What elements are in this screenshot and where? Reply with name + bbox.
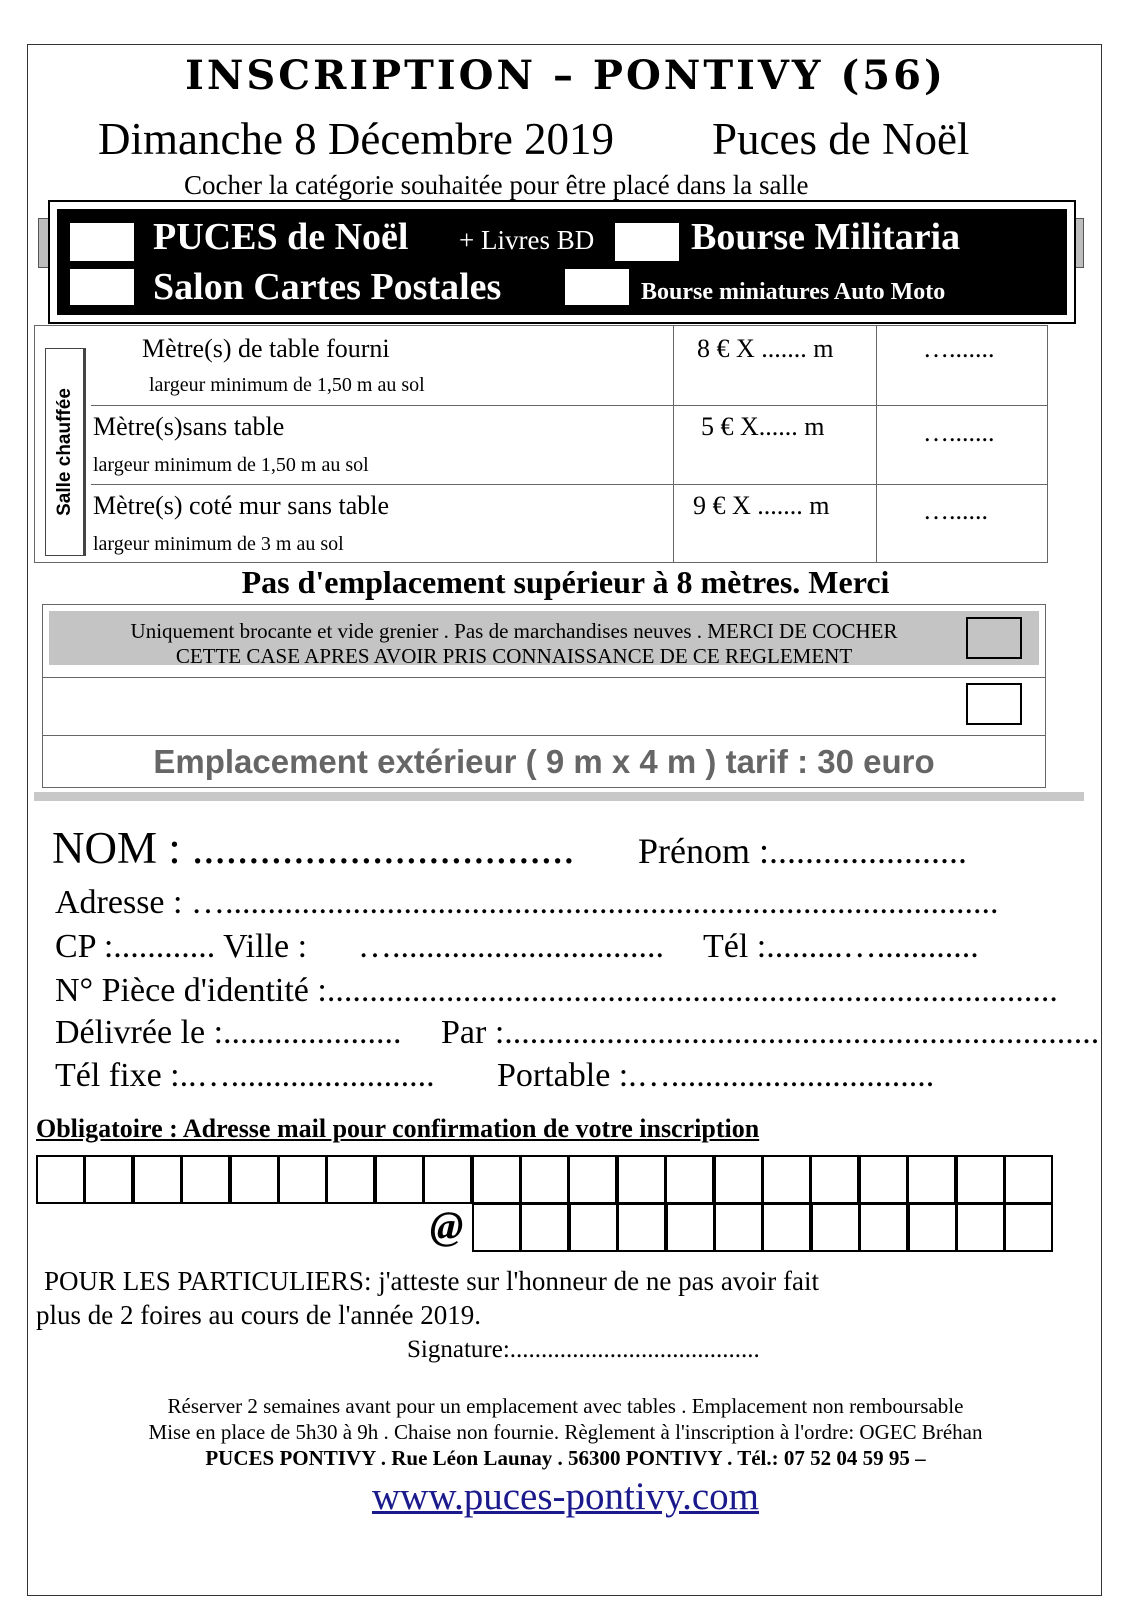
email-char-cell[interactable] [569,1203,618,1252]
table-divider [91,405,1047,406]
email-char-cell[interactable] [617,1203,666,1252]
row-wall-price[interactable]: 9 € X ....... m [693,491,830,520]
mobile-field[interactable]: Portable :.…............................... [497,1057,935,1094]
row-table-provided-label: Mètre(s) de table fourni [142,334,390,363]
rules-text: Uniquement brocante et vide grenier . Pas de marchandises neuves . MERCI DE COCHER CETTE CASE APRES AVOIR PRIS CONNAISSANCE DE CE REGLEMENT [130,619,898,668]
event-name: Puces de Noël [712,114,970,164]
email-char-cell[interactable] [326,1155,375,1204]
row-table-provided-sub: largeur minimum de 1,50 m au sol [149,374,425,396]
declaration-line-2: plus de 2 foires au cours de l'année 2019. [36,1300,481,1330]
email-char-cell[interactable] [810,1155,859,1204]
footer-line-1: Réserver 2 semaines avant pour un emplacement avec tables . Emplacement non remboursable [167,1394,964,1418]
email-char-cell[interactable] [1004,1155,1053,1204]
email-char-cell[interactable] [84,1155,133,1204]
row-wall-total[interactable]: …...... [923,496,988,525]
adresse-field[interactable]: Adresse : …........................................................................................... [55,884,999,921]
heated-room-box [45,348,86,556]
category-cartes-label: Salon Cartes Postales [153,266,502,308]
email-char-cell[interactable] [714,1155,763,1204]
email-char-cell[interactable] [230,1155,279,1204]
row-no-table-price[interactable]: 5 € X...... m [701,412,825,441]
section-separator [34,792,1084,801]
table-divider [876,326,877,562]
row-no-table-sub: largeur minimum de 1,50 m au sol [93,454,369,476]
category-instruction: Cocher la catégorie souhaitée pour être placé dans la salle [184,170,809,200]
footer-contact: PUCES PONTIVY . Rue Léon Launay . 56300 PONTIVY . Tél.: 07 52 04 59 95 – [205,1446,926,1470]
category-livres-label: + Livres BD [459,225,595,255]
email-char-cell[interactable] [472,1203,521,1252]
email-char-cell[interactable] [520,1155,569,1204]
rules-banner [49,611,1039,668]
email-char-cell[interactable] [278,1155,327,1204]
email-char-cell[interactable] [907,1155,956,1204]
at-sign: @ [430,1203,464,1248]
category-miniatures-label: Bourse miniatures Auto Moto [641,279,946,305]
heated-room-label: Salle chauffée [53,388,75,516]
checkbox-miniatures[interactable] [565,269,629,305]
email-char-cell[interactable] [568,1155,617,1204]
ville-dots[interactable]: …................................ [358,928,664,965]
rules-checkbox[interactable] [966,617,1022,659]
event-date: Dimanche 8 Décembre 2019 [98,114,615,164]
page-title: INSCRIPTION – PONTIVY (56) [185,52,946,99]
website-link[interactable]: www.puces-pontivy.com [371,1475,760,1518]
email-char-cell[interactable] [666,1203,715,1252]
row-table-provided-total[interactable]: …....... [923,334,995,363]
rules-divider [43,735,1045,736]
prenom-field[interactable]: Prénom :...................... [638,831,967,871]
email-char-cell[interactable] [762,1203,811,1252]
email-char-cell[interactable] [714,1203,763,1252]
issued-by-field[interactable]: Par :...................................................................... [441,1014,1100,1051]
table-divider [673,326,674,562]
row-wall-sub: largeur minimum de 3 m au sol [93,533,344,555]
email-char-cell[interactable] [1004,1203,1053,1252]
signature-field[interactable]: Signature:........................................ [407,1336,760,1363]
tel-field[interactable]: Tél :.........…............ [703,928,979,965]
rules-box [42,604,1046,788]
email-char-cell[interactable] [423,1155,472,1204]
category-militaria-label: Bourse Militaria [691,216,961,258]
email-char-cell[interactable] [617,1155,666,1204]
row-no-table-label: Mètre(s)sans table [93,412,285,441]
email-char-cell[interactable] [859,1203,908,1252]
email-char-cell[interactable] [520,1203,569,1252]
email-char-cell[interactable] [908,1203,957,1252]
email-char-cell[interactable] [762,1155,811,1204]
rules-divider [43,677,1045,678]
declaration-line-1: POUR LES PARTICULIERS: j'atteste sur l'honneur de ne pas avoir fait [44,1266,820,1296]
nom-field[interactable]: NOM : .................................. [52,823,575,873]
email-char-cell[interactable] [375,1155,424,1204]
checkbox-cartes[interactable] [70,269,134,305]
outdoor-spot-price: Emplacement extérieur ( 9 m x 4 m ) tarif : 30 euro [153,743,935,780]
email-label: Obligatoire : Adresse mail pour confirmation de votre inscription [36,1114,760,1143]
extra-checkbox[interactable] [966,683,1022,725]
max-length-note: Pas d'emplacement supérieur à 8 mètres. Merci [241,564,890,600]
landline-field[interactable]: Tél fixe :..…........................ [55,1057,435,1094]
category-puces-label: PUCES de Noël [153,216,409,258]
row-wall-label: Mètre(s) coté mur sans table [93,491,390,520]
row-no-table-total[interactable]: …....... [923,418,995,447]
issued-date-field[interactable]: Délivrée le :..................... [55,1014,402,1051]
checkbox-puces[interactable] [70,223,134,261]
email-char-cell[interactable] [181,1155,230,1204]
id-document-field[interactable]: N° Pièce d'identité :...................................................................................... [55,972,1058,1009]
pricing-table [34,325,1048,563]
email-char-cell[interactable] [859,1155,908,1204]
cp-ville-field[interactable]: CP :............ Ville : [55,928,308,965]
checkbox-militaria[interactable] [615,223,679,261]
email-char-cell[interactable] [472,1155,521,1204]
footer-line-2: Mise en place de 5h30 à 9h . Chaise non fournie. Règlement à l'inscription à l'ordre: OGEC Bréhan [148,1420,983,1444]
row-table-provided-price[interactable]: 8 € X ....... m [697,334,834,363]
email-char-cell[interactable] [811,1203,860,1252]
email-char-cell[interactable] [956,1203,1005,1252]
email-char-cell[interactable] [665,1155,714,1204]
email-char-cell[interactable] [36,1155,85,1204]
category-banner [48,200,1076,324]
email-char-cell[interactable] [956,1155,1005,1204]
table-divider [91,484,1047,485]
email-char-cell[interactable] [133,1155,182,1204]
